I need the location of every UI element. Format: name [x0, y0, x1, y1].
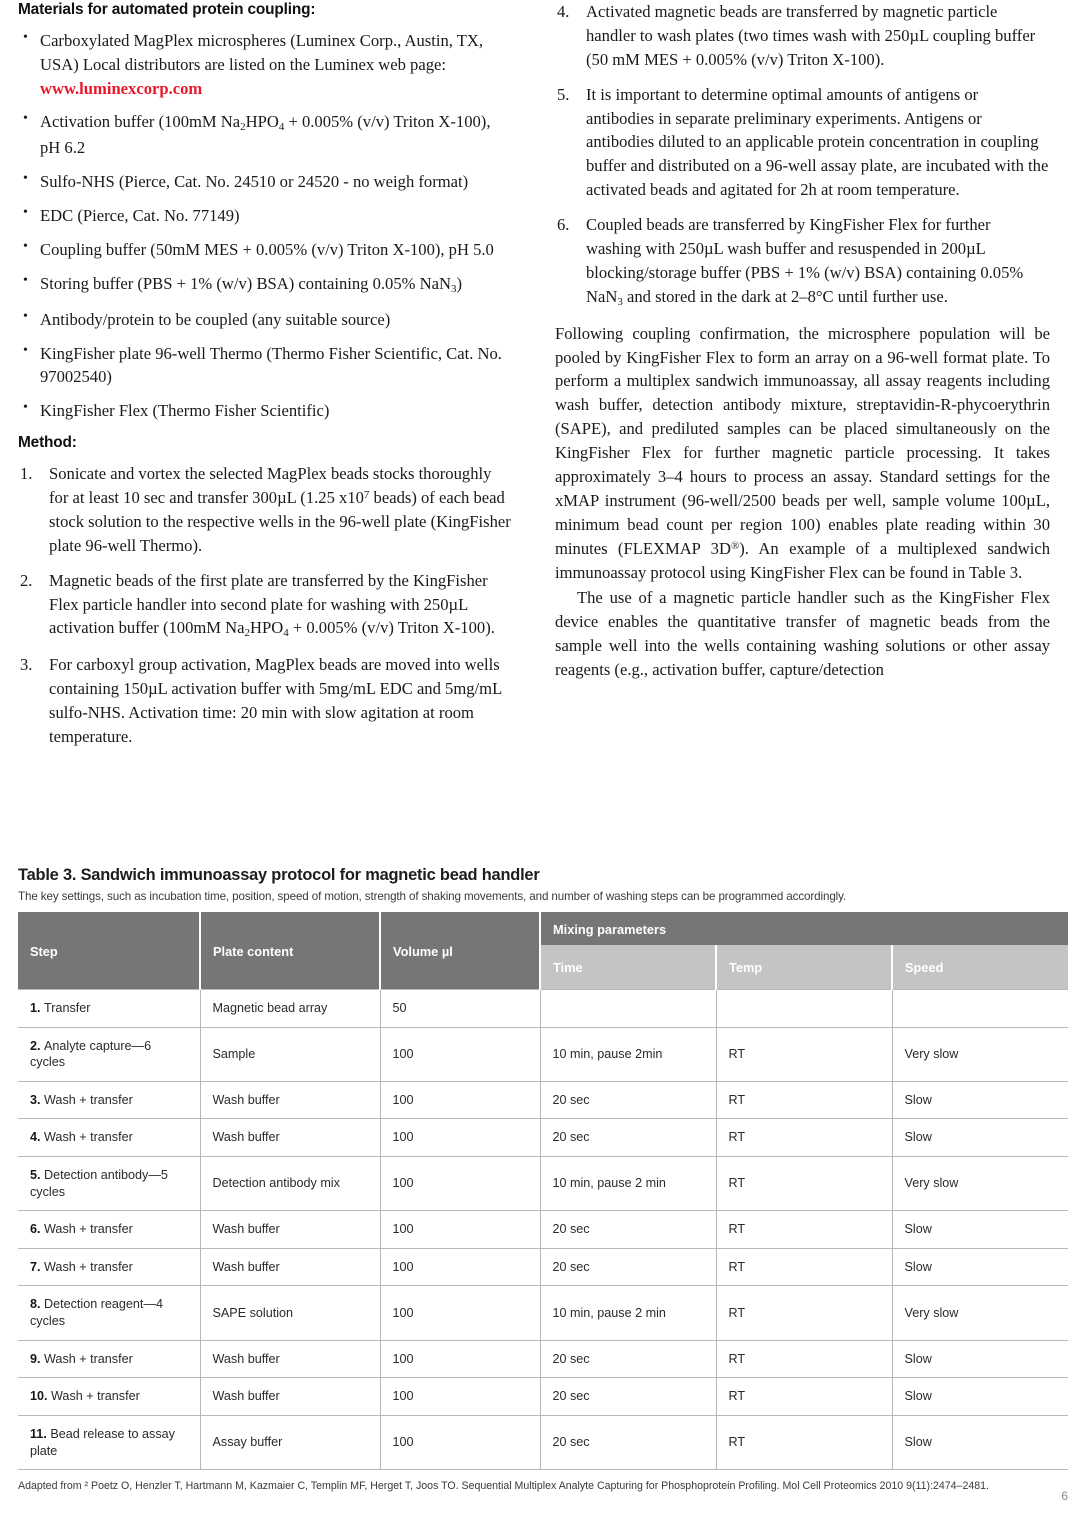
- cell-time: 20 sec: [540, 1378, 716, 1416]
- step-number: 6.: [30, 1222, 45, 1237]
- cell-time: 20 sec: [540, 1211, 716, 1249]
- cell-volume: 100: [380, 1157, 540, 1211]
- cell-volume: 100: [380, 1248, 540, 1286]
- list-item: • Coupling buffer (50mM MES + 0.005% (v/v) Triton X-100), pH 5.0: [18, 238, 513, 262]
- luminex-link[interactable]: www.luminexcorp.com: [40, 78, 203, 98]
- cell-plate-content: Wash buffer: [200, 1081, 380, 1119]
- step-number: 7.: [30, 1259, 45, 1274]
- col-header-volume: Volume µl: [380, 912, 540, 990]
- cell-plate-content: Detection antibody mix: [200, 1157, 380, 1211]
- table-row: [18, 1378, 1068, 1416]
- col-header-time: Time: [540, 945, 716, 990]
- list-item: Coupled beads are transferred by KingFisher Flex for further washing with 250µL wash buffer and resuspended in 200µL blocking/storage buffer (PBS + 1% (w/v) BSA) containing 0.05% NaN$_3$ and stored in the dark at 2–8°C until further use.: [586, 215, 1024, 308]
- table-row: [18, 990, 1068, 1028]
- cell-plate-content: Sample: [200, 1027, 380, 1081]
- step-number: 4.: [30, 1130, 45, 1145]
- list-item: • Sulfo-NHS (Pierce, Cat. No. 24510 or 24520 - no weigh format): [18, 170, 513, 194]
- table-subtitle: The key settings, such as incubation time, position, speed of motion, strength of shaking movements, and number of washing steps can be programmed accordingly.: [18, 890, 847, 903]
- cell-volume: 100: [380, 1211, 540, 1249]
- method-list-continued: [555, 0, 1050, 311]
- list-item: • Antibody/protein to be coupled (any suitable source): [18, 308, 513, 332]
- table-header-row-top: [18, 912, 1068, 945]
- table-row: [18, 1119, 1068, 1157]
- cell-speed: Slow: [892, 1378, 1068, 1416]
- col-header-mixing-parameters: Mixing parameters: [540, 912, 1068, 945]
- cell-plate-content: Wash buffer: [200, 1211, 380, 1249]
- cell-step: 11. Bead release to assay plate: [18, 1415, 200, 1469]
- list-item: [18, 29, 513, 101]
- cell-volume: 100: [380, 1415, 540, 1469]
- cell-temp: RT: [716, 1286, 892, 1340]
- table-row: [18, 1081, 1068, 1119]
- table-title: Table 3. Sandwich immunoassay protocol for magnetic bead handler: [18, 866, 540, 884]
- step-number: 11.: [30, 1426, 51, 1441]
- body-paragraph-2: The use of a magnetic particle handler such as the KingFisher Flex device enables the quantitative transfer of magnetic beads from the sample well into the wells containing washing solutions or other assay reagents (e.g., activation buffer, capture/detection: [555, 588, 1050, 680]
- cell-plate-content: Wash buffer: [200, 1248, 380, 1286]
- protocol-table: [18, 912, 1068, 1470]
- cell-step: 8. Detection reagent—4 cycles: [18, 1286, 200, 1340]
- list-item: Activated magnetic beads are transferred by magnetic particle handler to wash plates (two times wash with 250µL coupling buffer (50 mM MES + 0.005% (v/v) Triton X-100).: [586, 2, 1036, 69]
- cell-speed: Very slow: [892, 1157, 1068, 1211]
- cell-speed: Slow: [892, 1119, 1068, 1157]
- cell-temp: [716, 990, 892, 1028]
- cell-time: 10 min, pause 2min: [540, 1027, 716, 1081]
- materials-list: [18, 29, 513, 423]
- method-heading: Method:: [18, 434, 77, 452]
- table-row: [18, 1415, 1068, 1469]
- table-row: [18, 1340, 1068, 1378]
- method-list: [18, 462, 513, 749]
- step-number: 5.: [30, 1168, 45, 1183]
- cell-step: 3. Wash + transfer: [18, 1081, 200, 1119]
- cell-step: 2. Analyte capture—6 cycles: [18, 1027, 200, 1081]
- materials-heading: Materials for automated protein coupling:: [18, 1, 316, 18]
- cell-temp: RT: [716, 1378, 892, 1416]
- cell-plate-content: Wash buffer: [200, 1119, 380, 1157]
- cell-speed: Very slow: [892, 1027, 1068, 1081]
- cell-volume: 100: [380, 1119, 540, 1157]
- cell-speed: Slow: [892, 1211, 1068, 1249]
- cell-time: [540, 990, 716, 1028]
- step-number: 2.: [30, 1038, 45, 1053]
- cell-temp: RT: [716, 1081, 892, 1119]
- cell-time: 20 sec: [540, 1340, 716, 1378]
- cell-step: 9. Wash + transfer: [18, 1340, 200, 1378]
- list-item: • KingFisher plate 96-well Thermo (Thermo Fisher Scientific, Cat. No. 97002540): [18, 342, 513, 390]
- table-row: [18, 1248, 1068, 1286]
- cell-volume: 100: [380, 1081, 540, 1119]
- cell-step: 10. Wash + transfer: [18, 1378, 200, 1416]
- cell-speed: [892, 990, 1068, 1028]
- table-body: [18, 990, 1068, 1470]
- cell-speed: Slow: [892, 1081, 1068, 1119]
- cell-speed: Slow: [892, 1415, 1068, 1469]
- cell-time: 20 sec: [540, 1415, 716, 1469]
- cell-time: 20 sec: [540, 1119, 716, 1157]
- cell-temp: RT: [716, 1340, 892, 1378]
- cell-temp: RT: [716, 1248, 892, 1286]
- list-item: • Storing buffer (PBS + 1% (w/v) BSA) containing 0.05% NaN$_3$): [18, 272, 513, 298]
- table-row: [18, 1211, 1068, 1249]
- table-head: [18, 912, 1068, 990]
- cell-speed: Slow: [892, 1340, 1068, 1378]
- step-number: 1.: [30, 1001, 45, 1015]
- list-item: For carboxyl group activation, MagPlex beads are moved into wells containing 150µL activation buffer with 5mg/mL EDC and 5mg/mL sulfo-NHS. Activation time: 20 min with slow agitation at room temperature.: [49, 655, 502, 746]
- cell-speed: Very slow: [892, 1286, 1068, 1340]
- page-number: 6: [1061, 1489, 1068, 1503]
- step-number: 8.: [30, 1297, 45, 1312]
- table-footnote: Adapted from ² Poetz O, Henzler T, Hartmann M, Kazmaier C, Templin MF, Herget T, Joos TO. Sequential Multiplex Analyte Capturing for Phosphoprotein Profiling. Mol Cell Proteomics 2010 9(11):2474–2481.: [18, 1480, 989, 1493]
- table-row: [18, 1157, 1068, 1211]
- cell-step: 5. Detection antibody—5 cycles: [18, 1157, 200, 1211]
- cell-temp: RT: [716, 1027, 892, 1081]
- cell-time: 20 sec: [540, 1248, 716, 1286]
- list-item: • KingFisher Flex (Thermo Fisher Scientific): [18, 399, 513, 423]
- cell-time: 10 min, pause 2 min: [540, 1286, 716, 1340]
- step-number: 9.: [30, 1351, 45, 1366]
- cell-step: 6. Wash + transfer: [18, 1211, 200, 1249]
- list-item: Magnetic beads of the first plate are transferred by the KingFisher Flex particle handler into second plate for washing with 250µL activation buffer (100mM $Na_2HPO_4 + 0.005\%$ (v/v) Triton X-100).: [49, 570, 495, 640]
- step-number: 3.: [30, 1092, 45, 1107]
- cell-volume: 100: [380, 1378, 540, 1416]
- table-3-block: [18, 866, 1068, 1495]
- cell-volume: 100: [380, 1340, 540, 1378]
- cell-temp: RT: [716, 1157, 892, 1211]
- right-column: [555, 0, 1050, 845]
- cell-volume: 100: [380, 1286, 540, 1340]
- col-header-step: Step: [18, 912, 200, 990]
- cell-plate-content: Wash buffer: [200, 1340, 380, 1378]
- cell-step: 1. Transfer: [18, 990, 200, 1028]
- cell-temp: RT: [716, 1211, 892, 1249]
- cell-plate-content: Wash buffer: [200, 1378, 380, 1416]
- cell-temp: RT: [716, 1415, 892, 1469]
- material-text: Carboxylated MagPlex microspheres (Luminex Corp., Austin, TX, USA) Local distributors are listed on the Luminex web page:: [40, 30, 484, 74]
- cell-temp: RT: [716, 1119, 892, 1157]
- cell-plate-content: Magnetic bead array: [200, 990, 380, 1028]
- list-item: • EDC (Pierce, Cat. No. 77149): [18, 204, 513, 228]
- cell-plate-content: SAPE solution: [200, 1286, 380, 1340]
- cell-time: 10 min, pause 2 min: [540, 1157, 716, 1211]
- cell-time: 20 sec: [540, 1081, 716, 1119]
- body-paragraph-1: Following coupling confirmation, the microsphere population will be pooled by KingFisher Flex to form an array on a 96-well format plate. To perform a multiplex sandwich immunoassay, all assay reagents including wash buffer, detection antibody mixture, streptavidin-R-phycoerythrin (SAPE), and prediluted samples can be placed simultaneously on the KingFisher Flex for further magnetic particle processing. It takes approximately 3–4 hours to process an assay. Standard settings for the xMAP instrument (96-well/2500 beads per well, sample volume 100µL, minimum bead count per region 100) enables plate reading within 30 minutes (FLEXMAP 3D®). An example of a multiplexed sandwich immunoassay protocol using KingFisher Flex can be found in Table 3.: [555, 323, 1050, 582]
- col-header-plate-content: Plate content: [200, 912, 380, 990]
- cell-step: 7. Wash + transfer: [18, 1248, 200, 1286]
- list-item: • Activation buffer (100mM $Na_2HPO_4 + 0.005\%$ (v/v) Triton X-100), pH 6.2: [18, 110, 513, 160]
- table-row: [18, 1027, 1068, 1081]
- table-row: [18, 1286, 1068, 1340]
- step-number: 10.: [30, 1389, 52, 1404]
- cell-speed: Slow: [892, 1248, 1068, 1286]
- cell-volume: 100: [380, 1027, 540, 1081]
- cell-plate-content: Assay buffer: [200, 1415, 380, 1469]
- list-item: Sonicate and vortex the selected MagPlex beads stocks thoroughly for at least 10 sec and transfer 300µL (1.25 $x10^7$ beads) of each bead stock solution to the respective wells in the 96-well plate (KingFisher plate 96-well Thermo).: [49, 464, 511, 555]
- list-item: It is important to determine optimal amounts of antigens or antibodies in separate preliminary experiments. Antigens or antibodies diluted to an applicable protein concentration in coupling buffer and distributed on a 96-well assay plate, are incubated with the activated beads and agitated for 2h at room temperature.: [586, 84, 1049, 200]
- left-column: [18, 0, 513, 845]
- col-header-temp: Temp: [716, 945, 892, 990]
- col-header-speed: Speed: [892, 945, 1068, 990]
- cell-step: 4. Wash + transfer: [18, 1119, 200, 1157]
- cell-volume: 50: [380, 990, 540, 1028]
